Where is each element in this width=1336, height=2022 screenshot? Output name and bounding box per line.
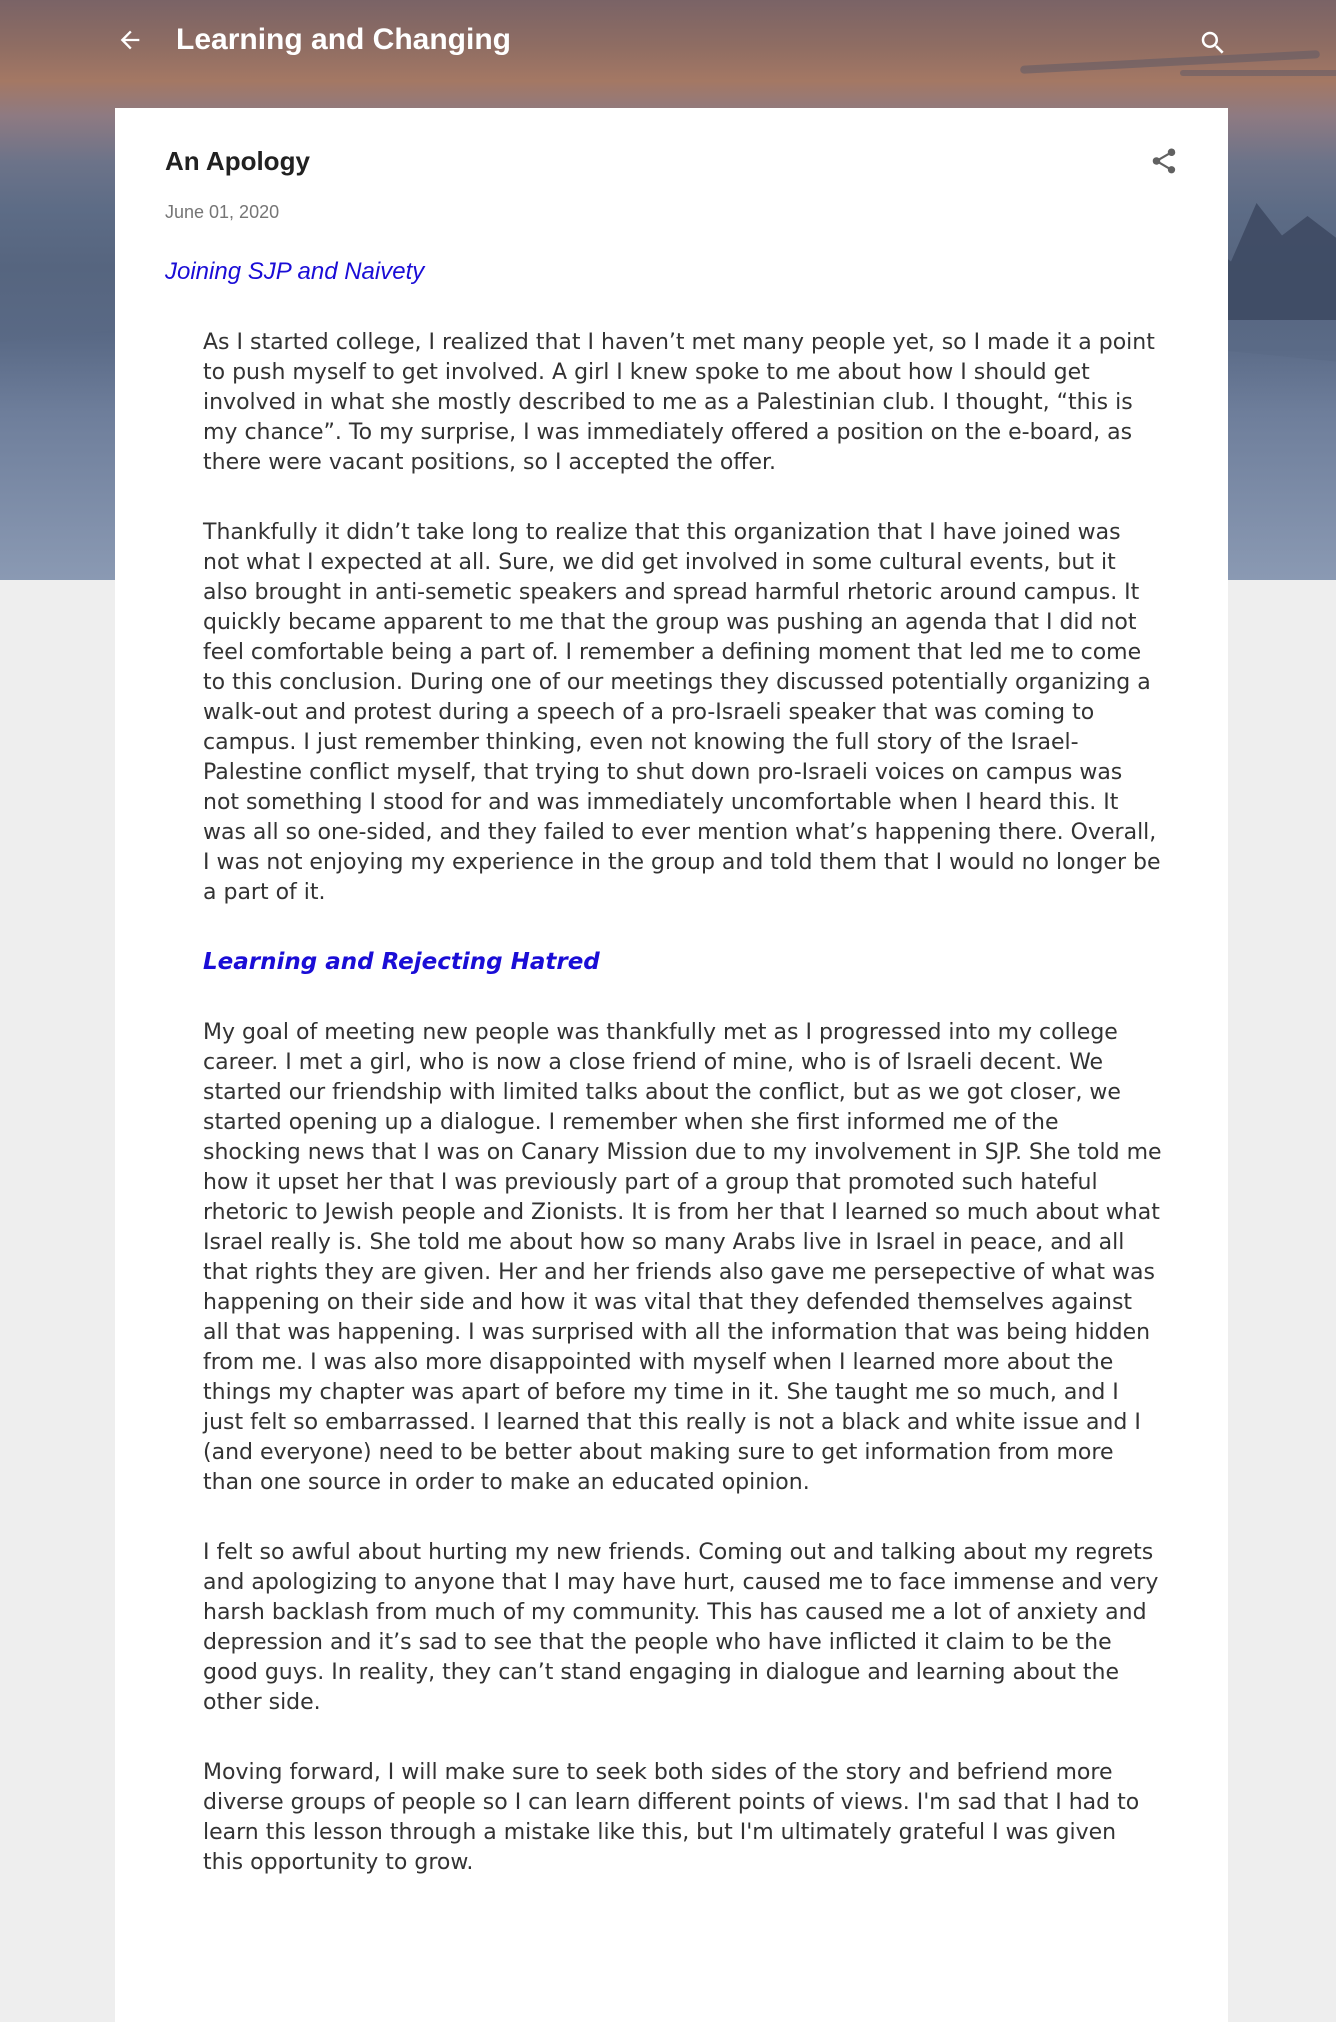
top-bar <box>0 0 1336 84</box>
section-heading-learning-rejecting-hatred: Learning and Rejecting Hatred <box>203 949 600 975</box>
paragraph: Thankfully it didn’t take long to realize that this organization that I have joined was not what I expected at all. Sure, we did get involved in some cultural events, but it also brought in anti-semetic speakers and spread harmful rhetoric around campus. It quickly became apparent to me that the group was pushing an agenda that I did not feel comfortable being a part of. I remember a defining moment that led me to come to this conclusion. During one of our meetings they discussed potentially organizing a walk-out and protest during a speech of a pro-Israeli speaker that was coming to campus. I just remember thinking, even not knowing the full story of the Israel-Palestine conflict myself, that trying to shut down pro-Israeli voices on campus was not something I stood for and was immediately uncomfortable when I heard this. It was all so one-sided, and they failed to ever mention what’s happening there. Overall, I was not enjoying my experience in the group and told them that I would no longer be a part of it. <box>203 520 1161 905</box>
share-icon[interactable] <box>1149 146 1179 176</box>
blog-title[interactable]: Learning and Changing <box>176 23 511 56</box>
post-card <box>115 108 1228 2022</box>
paragraph: As I started college, I realized that I haven’t met many people yet, so I made it a point to push myself to get involved. A girl I knew spoke to me about how I should get involved in what she mostly described to me as a Palestinian club. I thought, “this is my chance”. To my surprise, I was immediately offered a position on the e-board, as there were vacant positions, so I accepted the offer. <box>203 330 1155 475</box>
search-icon[interactable] <box>1198 28 1228 58</box>
paragraph: My goal of meeting new people was thankfully met as I progressed into my college career. I met a girl, who is now a close friend of mine, who is of Israeli decent. We started our friendship with limited talks about the conflict, but as we got closer, we started opening up a dialogue. I remember when she first informed me of the shocking news that I was on Canary Mission due to my involvement in SJP. She told me how it upset her that I was previously part of a group that promoted such hateful rhetoric to Jewish people and Zionists. It is from her that I learned so much about what Israel really is. She told me about how so many Arabs live in Israel in peace, and all that rights they are given. Her and her friends also gave me persepective of what was happening on their side and how it was vital that they defended themselves against all that was happening. I was surprised with all the information that was being hidden from me. I was also more disappointed with myself when I learned more about the things my chapter was apart of before my time in it. She taught me so much, and I just felt so embarrassed. I learned that this really is not a black and white issue and I (and everyone) need to be better about making sure to get information from more than one source in order to make an educated opinion. <box>203 1020 1162 1495</box>
paragraph: Moving forward, I will make sure to seek both sides of the story and befriend more diverse groups of people so I can learn different points of views. I'm sad that I had to learn this lesson through a mistake like this, but I'm ultimately grateful I was given this opportunity to grow. <box>203 1760 1140 1875</box>
paragraph: I felt so awful about hurting my new friends. Coming out and talking about my regrets and apologizing to anyone that I may have hurt, caused me to face immense and very harsh backlash from much of my community. This has caused me a lot of anxiety and depression and it’s sad to see that the people who have inflicted it claim to be the good guys. In reality, they can’t stand engaging in dialogue and learning about the other side. <box>203 1540 1159 1715</box>
post-title: An Apology <box>165 146 310 176</box>
post-date: June 01, 2020 <box>165 202 280 222</box>
section-heading-joining-sjp: Joining SJP and Naivety <box>165 258 425 285</box>
back-arrow-icon[interactable] <box>116 26 144 54</box>
